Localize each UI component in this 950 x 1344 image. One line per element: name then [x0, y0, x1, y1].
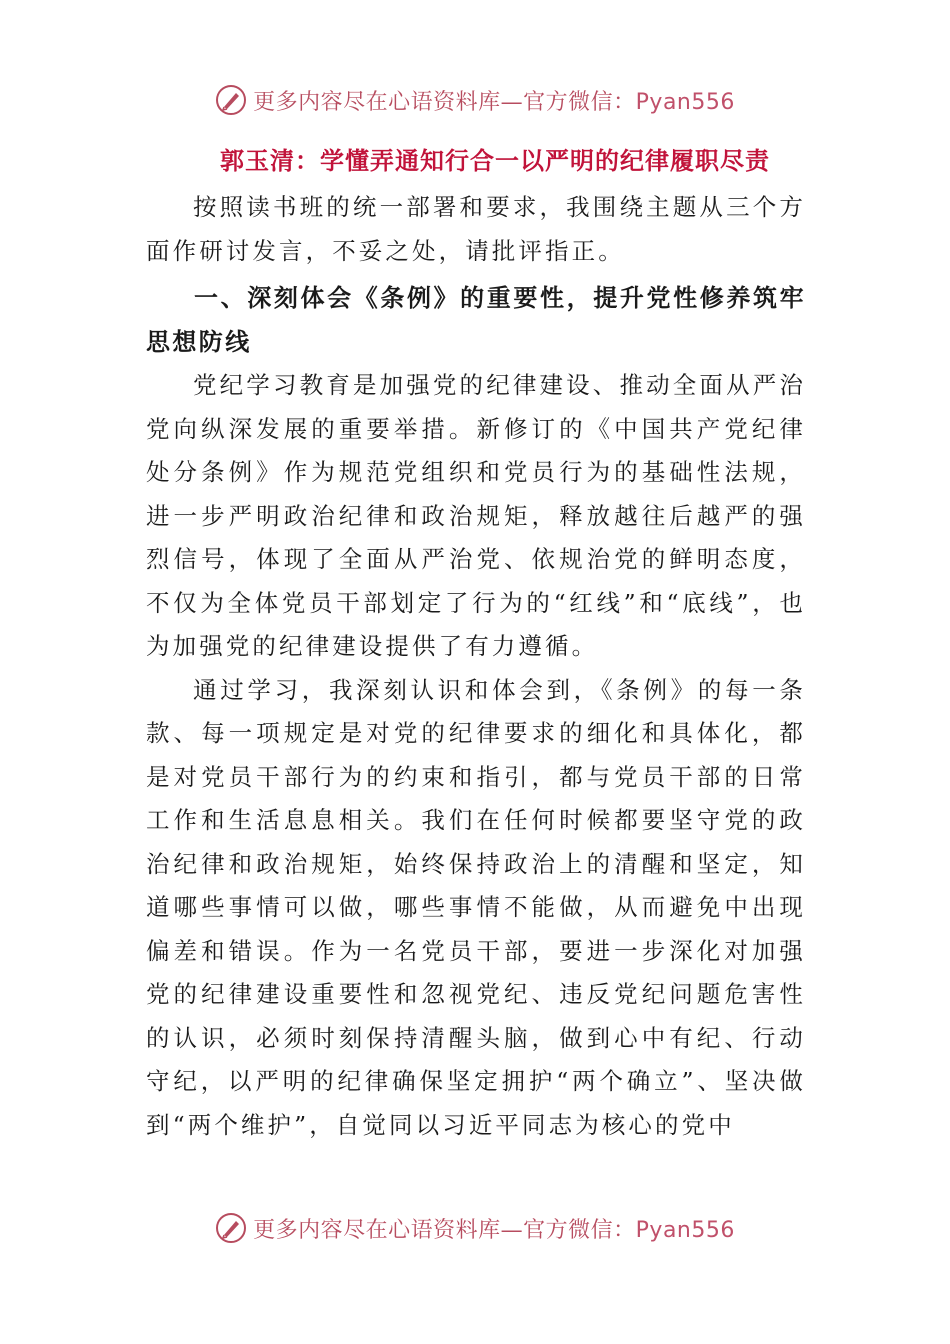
section-1-paragraph-1: 党纪学习教育是加强党的纪律建设、推动全面从严治党向纵深发展的重要举措。新修订的《中国共产党纪律处分条例》作为规范党组织和党员行为的基础性法规，进一步严明政治纪律和政治规矩，释放越往后越严的强烈信号，体现了全面从严治党、依规治党的鲜明态度，不仅为全体党员干部划定了行为的“红线”和“底线”，也为加强党的纪律建设提供了有力遵循。	[146, 371, 806, 660]
header-watermark-text: 更多内容尽在心语资料库—官方微信：Pyan556	[253, 89, 735, 115]
pen-logo-icon	[215, 1212, 247, 1244]
intro-paragraph: 按照读书班的统一部署和要求，我围绕主题从三个方面作研讨发言，不妥之处，请批评指正。	[146, 193, 806, 265]
wechat-id: Pyan556	[635, 1217, 735, 1243]
footer-watermark-banner	[0, 1212, 950, 1244]
document-title: 郭玉清：学懂弄通知行合一以严明的纪律履职尽责	[220, 147, 770, 175]
section-1-heading: 一、深刻体会《条例》的重要性，提升党性修养筑牢思想防线	[146, 284, 806, 356]
footer-watermark-text: 更多内容尽在心语资料库—官方微信：Pyan556	[253, 1217, 735, 1243]
wechat-id: Pyan556	[635, 89, 735, 115]
section-1-paragraph-2: 通过学习，我深刻认识和体会到，《条例》的每一条款、每一项规定是对党的纪律要求的细化和具体化，都是对党员干部行为的约束和指引，都与党员干部的日常工作和生活息息相关。我们在任何时候都要坚守党的政治纪律和政治规矩，始终保持政治上的清醒和坚定，知道哪些事情可以做，哪些事情不能做，从而避免中出现偏差和错误。作为一名党员干部，要进一步深化对加强党的纪律建设重要性和忽视党纪、违反党纪问题危害性的认识，必须时刻保持清醒头脑，做到心中有纪、行动守纪，以严明的纪律确保坚定拥护“两个确立”、坚决做到“两个维护”，自觉同以习近平同志为核心的党中	[146, 675, 806, 1139]
document-body	[146, 186, 806, 1147]
pen-logo-icon	[215, 84, 247, 116]
header-watermark-banner	[0, 84, 950, 116]
